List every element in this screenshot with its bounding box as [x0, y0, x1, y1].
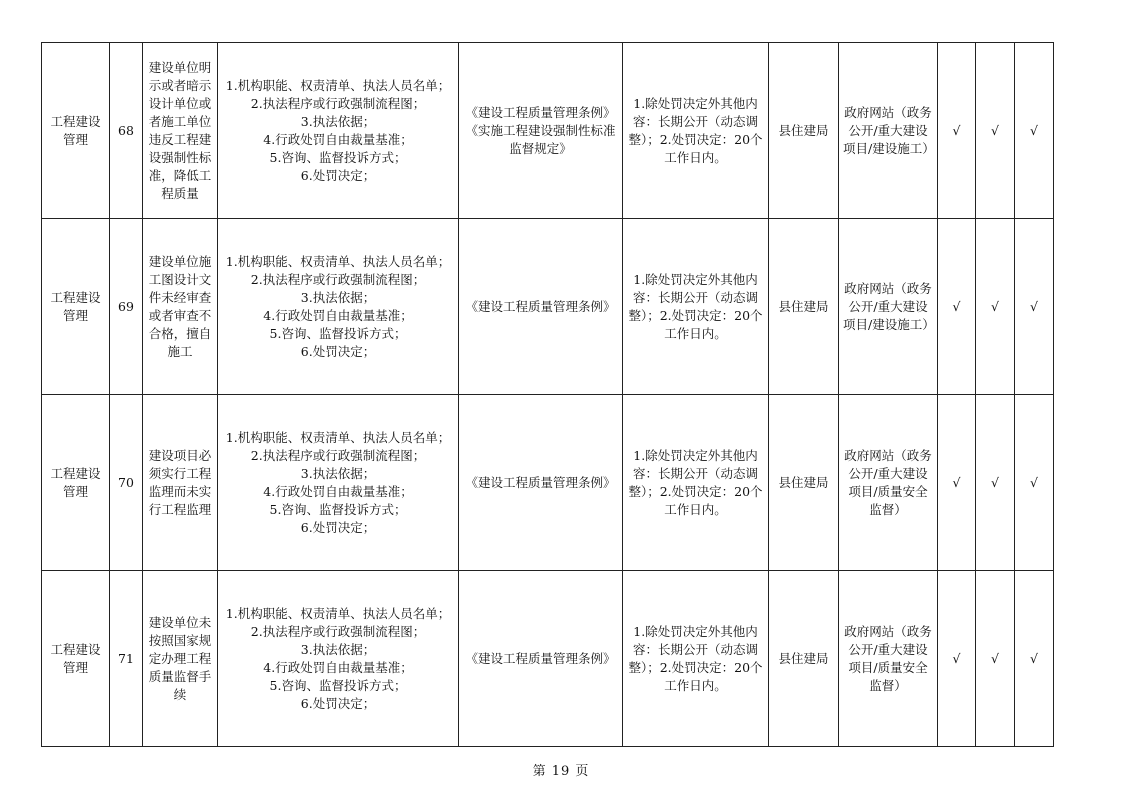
content-line: 1.机构职能、权责清单、执法人员名单； — [225, 253, 451, 269]
disclosure-channel: 政府网站（政务公开/重大建设项目/质量安全监督） — [839, 395, 938, 571]
table-row — [42, 571, 1054, 747]
category-cell: 工程建设管理 — [42, 219, 110, 395]
check-mark: √ — [938, 395, 976, 571]
item-number: 68 — [110, 43, 143, 219]
disclosure-content — [218, 43, 459, 219]
item-number: 70 — [110, 395, 143, 571]
content-line: 2.执法程序或行政强制流程图； — [250, 95, 426, 111]
legal-basis: 《建设工程质量管理条例》 — [459, 395, 623, 571]
content-line: 2.执法程序或行政强制流程图； — [250, 271, 426, 287]
content-line: 2.执法程序或行政强制流程图； — [250, 623, 426, 639]
content-line: 3.执法依据； — [300, 289, 376, 305]
item-number: 71 — [110, 571, 143, 747]
responsible-agency: 县住建局 — [769, 43, 839, 219]
disclosure-timeline: 1.除处罚决定外其他内容：长期公开（动态调整）；2.处罚决定：20个工作日内。 — [623, 395, 769, 571]
table-row — [42, 395, 1054, 571]
content-line: 5.咨询、监督投诉方式； — [269, 149, 407, 165]
check-mark: √ — [938, 571, 976, 747]
check-mark: √ — [976, 43, 1015, 219]
legal-basis: 《建设工程质量管理条例》 — [459, 219, 623, 395]
responsible-agency: 县住建局 — [769, 395, 839, 571]
content-line: 6.处罚决定； — [300, 695, 376, 711]
check-mark: √ — [976, 219, 1015, 395]
content-line: 1.机构职能、权责清单、执法人员名单； — [225, 605, 451, 621]
content-line: 4.行政处罚自由裁量基准； — [263, 307, 413, 323]
content-line: 6.处罚决定； — [300, 167, 376, 183]
disclosure-timeline: 1.除处罚决定外其他内容：长期公开（动态调整）；2.处罚决定：20个工作日内。 — [623, 43, 769, 219]
content-line: 1.机构职能、权责清单、执法人员名单； — [225, 77, 451, 93]
content-line: 2.执法程序或行政强制流程图； — [250, 447, 426, 463]
table-row — [42, 219, 1054, 395]
content-line: 6.处罚决定； — [300, 343, 376, 359]
table-row — [42, 43, 1054, 219]
check-mark: √ — [976, 571, 1015, 747]
content-line: 3.执法依据； — [300, 113, 376, 129]
enforcement-item: 建设项目必须实行工程监理而未实行工程监理 — [143, 395, 218, 571]
disclosure-timeline: 1.除处罚决定外其他内容：长期公开（动态调整）；2.处罚决定：20个工作日内。 — [623, 219, 769, 395]
category-cell: 工程建设管理 — [42, 571, 110, 747]
enforcement-item: 建设单位未按照国家规定办理工程质量监督手续 — [143, 571, 218, 747]
content-line: 4.行政处罚自由裁量基准； — [263, 131, 413, 147]
content-line: 3.执法依据； — [300, 641, 376, 657]
check-mark: √ — [1015, 571, 1054, 747]
check-mark: √ — [1015, 43, 1054, 219]
disclosure-content — [218, 571, 459, 747]
content-line: 1.机构职能、权责清单、执法人员名单； — [225, 429, 451, 445]
legal-basis: 《建设工程质量管理条例》 — [459, 571, 623, 747]
disclosure-channel: 政府网站（政务公开/重大建设项目/质量安全监督） — [839, 571, 938, 747]
disclosure-content — [218, 395, 459, 571]
check-mark: √ — [1015, 219, 1054, 395]
category-cell: 工程建设管理 — [42, 43, 110, 219]
disclosure-table — [41, 42, 1054, 747]
content-line: 5.咨询、监督投诉方式； — [269, 501, 407, 517]
enforcement-item-text: 建设单位明示或者暗示设计单位或者施工单位违反工程建设强制性标准，降低工程质量 — [148, 59, 212, 201]
category-cell: 工程建设管理 — [42, 395, 110, 571]
content-line: 4.行政处罚自由裁量基准； — [263, 483, 413, 499]
disclosure-content — [218, 219, 459, 395]
disclosure-channel: 政府网站（政务公开/重大建设项目/建设施工） — [839, 219, 938, 395]
responsible-agency: 县住建局 — [769, 219, 839, 395]
item-number: 69 — [110, 219, 143, 395]
page-number: 第 19 页 — [532, 764, 590, 779]
legal-basis: 《建设工程质量管理条例》《实施工程建设强制性标准监督规定》 — [459, 43, 623, 219]
disclosure-timeline: 1.除处罚决定外其他内容：长期公开（动态调整）；2.处罚决定：20个工作日内。 — [623, 571, 769, 747]
content-line: 3.执法依据； — [300, 465, 376, 481]
disclosure-channel: 政府网站（政务公开/重大建设项目/建设施工） — [839, 43, 938, 219]
enforcement-item — [143, 43, 218, 219]
check-mark: √ — [976, 395, 1015, 571]
check-mark: √ — [938, 43, 976, 219]
content-line: 6.处罚决定； — [300, 519, 376, 535]
responsible-agency: 县住建局 — [769, 571, 839, 747]
check-mark: √ — [938, 219, 976, 395]
content-line: 5.咨询、监督投诉方式； — [269, 677, 407, 693]
content-line: 5.咨询、监督投诉方式； — [269, 325, 407, 341]
enforcement-item: 建设单位施工图设计文件未经审查或者审查不合格，擅自施工 — [143, 219, 218, 395]
check-mark: √ — [1015, 395, 1054, 571]
content-line: 4.行政处罚自由裁量基准； — [263, 659, 413, 675]
